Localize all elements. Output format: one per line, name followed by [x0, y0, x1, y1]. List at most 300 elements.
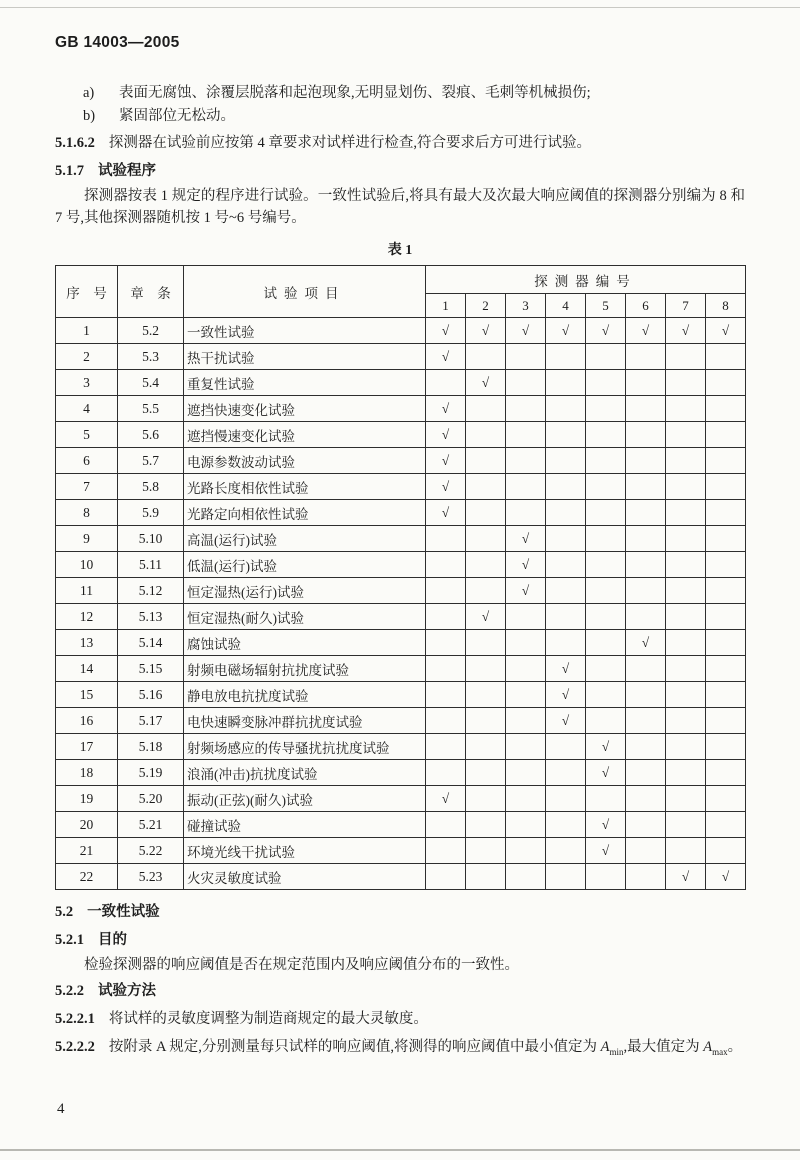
clause-5-2-2-2: [55, 1035, 745, 1065]
empty-check-cell: [426, 682, 466, 708]
empty-check-cell: [626, 474, 666, 500]
empty-check-cell: [706, 578, 746, 604]
table-row: [56, 500, 746, 526]
cell-clause: 5.12: [118, 578, 184, 604]
empty-check-cell: [586, 370, 626, 396]
empty-check-cell: [706, 838, 746, 864]
empty-check-cell: [706, 630, 746, 656]
empty-check-cell: [546, 422, 586, 448]
test-program-table: [55, 265, 746, 890]
cell-seq: 17: [56, 734, 118, 760]
empty-check-cell: [706, 760, 746, 786]
empty-check-cell: [586, 578, 626, 604]
empty-check-cell: [546, 786, 586, 812]
col-header-item: 试验项目: [184, 266, 426, 318]
cell-seq: 3: [56, 370, 118, 396]
cell-clause: 5.9: [118, 500, 184, 526]
check-mark: √: [426, 786, 466, 812]
cell-clause: 5.5: [118, 396, 184, 422]
empty-check-cell: [506, 422, 546, 448]
subscript-max: max: [712, 1046, 728, 1057]
empty-check-cell: [426, 708, 466, 734]
empty-check-cell: [466, 760, 506, 786]
page-number: 4: [57, 1101, 65, 1117]
empty-check-cell: [666, 604, 706, 630]
check-mark: √: [506, 526, 546, 552]
empty-check-cell: [426, 812, 466, 838]
col-header-clause: 章 条: [118, 266, 184, 318]
cell-seq: 18: [56, 760, 118, 786]
empty-check-cell: [666, 760, 706, 786]
check-mark: √: [546, 656, 586, 682]
empty-check-cell: [546, 604, 586, 630]
empty-check-cell: [626, 734, 666, 760]
empty-check-cell: [626, 370, 666, 396]
empty-check-cell: [586, 786, 626, 812]
check-mark: √: [426, 500, 466, 526]
table-row: [56, 630, 746, 656]
table-caption: 表 1: [387, 243, 413, 258]
empty-check-cell: [666, 526, 706, 552]
empty-check-cell: [506, 682, 546, 708]
empty-check-cell: [586, 864, 626, 890]
table-row: [56, 786, 746, 812]
empty-check-cell: [506, 474, 546, 500]
empty-check-cell: [426, 552, 466, 578]
clause-number: 5.2: [55, 904, 74, 920]
empty-check-cell: [706, 526, 746, 552]
cell-seq: 2: [56, 344, 118, 370]
check-mark: √: [506, 578, 546, 604]
empty-check-cell: [666, 448, 706, 474]
empty-check-cell: [666, 370, 706, 396]
empty-check-cell: [706, 422, 746, 448]
cell-clause: 5.10: [118, 526, 184, 552]
empty-check-cell: [626, 552, 666, 578]
test-table-body: [56, 318, 746, 890]
empty-check-cell: [466, 396, 506, 422]
heading-title: 试验方法: [98, 983, 156, 999]
empty-check-cell: [506, 604, 546, 630]
cell-clause: 5.21: [118, 812, 184, 838]
empty-check-cell: [586, 526, 626, 552]
empty-check-cell: [666, 474, 706, 500]
empty-check-cell: [586, 682, 626, 708]
heading-title: 一致性试验: [87, 904, 160, 920]
empty-check-cell: [706, 474, 746, 500]
empty-check-cell: [426, 864, 466, 890]
empty-check-cell: [626, 422, 666, 448]
cell-seq: 5: [56, 422, 118, 448]
cell-test-item: 热干扰试验: [184, 344, 426, 370]
empty-check-cell: [666, 500, 706, 526]
table-row: [56, 734, 746, 760]
empty-check-cell: [586, 500, 626, 526]
empty-check-cell: [666, 552, 706, 578]
cell-clause: 5.13: [118, 604, 184, 630]
table-row: [56, 370, 746, 396]
check-mark: √: [586, 760, 626, 786]
clause-text: 探测器在试验前应按第 4 章要求对试样进行检查,符合要求后方可进行试验。: [108, 135, 591, 151]
empty-check-cell: [706, 812, 746, 838]
empty-check-cell: [626, 864, 666, 890]
cell-seq: 12: [56, 604, 118, 630]
empty-check-cell: [466, 812, 506, 838]
empty-check-cell: [586, 396, 626, 422]
cell-clause: 5.4: [118, 370, 184, 396]
empty-check-cell: [466, 552, 506, 578]
list-item-b: [55, 105, 745, 128]
empty-check-cell: [426, 630, 466, 656]
table-row: [56, 396, 746, 422]
clause-text: 将试样的灵敏度调整为制造商规定的最大灵敏度。: [108, 1011, 428, 1027]
empty-check-cell: [586, 552, 626, 578]
empty-check-cell: [546, 734, 586, 760]
empty-check-cell: [506, 656, 546, 682]
list-item-b-label: b): [83, 108, 96, 124]
empty-check-cell: [626, 604, 666, 630]
clause-number: 5.2.2.2: [55, 1039, 95, 1055]
empty-check-cell: [546, 474, 586, 500]
table-row: [56, 604, 746, 630]
detector-number-3: 3: [506, 294, 546, 318]
detector-number-2: 2: [466, 294, 506, 318]
table-row: [56, 864, 746, 890]
empty-check-cell: [706, 370, 746, 396]
empty-check-cell: [666, 344, 706, 370]
empty-check-cell: [506, 864, 546, 890]
empty-check-cell: [666, 786, 706, 812]
clause-text: 。: [727, 1039, 743, 1055]
empty-check-cell: [666, 812, 706, 838]
cell-clause: 5.22: [118, 838, 184, 864]
empty-check-cell: [466, 500, 506, 526]
heading-title: 目的: [98, 932, 127, 948]
clause-number: 5.2.1: [55, 932, 84, 948]
empty-check-cell: [626, 786, 666, 812]
empty-check-cell: [466, 630, 506, 656]
empty-check-cell: [506, 370, 546, 396]
cell-test-item: 静电放电抗扰度试验: [184, 682, 426, 708]
subscript-min: min: [609, 1046, 624, 1057]
cell-seq: 6: [56, 448, 118, 474]
cell-test-item: 低温(运行)试验: [184, 552, 426, 578]
empty-check-cell: [626, 500, 666, 526]
cell-clause: 5.18: [118, 734, 184, 760]
cell-seq: 15: [56, 682, 118, 708]
table-row: [56, 812, 746, 838]
empty-check-cell: [666, 422, 706, 448]
check-mark: √: [626, 630, 666, 656]
empty-check-cell: [626, 448, 666, 474]
empty-check-cell: [586, 422, 626, 448]
cell-seq: 21: [56, 838, 118, 864]
cell-test-item: 电快速瞬变脉冲群抗扰度试验: [184, 708, 426, 734]
cell-seq: 13: [56, 630, 118, 656]
empty-check-cell: [626, 526, 666, 552]
empty-check-cell: [706, 656, 746, 682]
table-row: [56, 838, 746, 864]
empty-check-cell: [706, 734, 746, 760]
cell-clause: 5.15: [118, 656, 184, 682]
empty-check-cell: [706, 708, 746, 734]
empty-check-cell: [546, 812, 586, 838]
table-row: [56, 552, 746, 578]
check-mark: √: [546, 318, 586, 344]
check-mark: √: [586, 734, 626, 760]
heading-5-2-2: [55, 979, 745, 1004]
empty-check-cell: [506, 396, 546, 422]
empty-check-cell: [546, 630, 586, 656]
cell-test-item: 高温(运行)试验: [184, 526, 426, 552]
empty-check-cell: [466, 734, 506, 760]
cell-test-item: 光路定向相依性试验: [184, 500, 426, 526]
cell-test-item: 重复性试验: [184, 370, 426, 396]
empty-check-cell: [586, 630, 626, 656]
empty-check-cell: [466, 474, 506, 500]
check-mark: √: [626, 318, 666, 344]
cell-seq: 10: [56, 552, 118, 578]
empty-check-cell: [506, 760, 546, 786]
paragraph-5-1-7: 探测器按表 1 规定的程序进行试验。一致性试验后,将具有最大及次最大响应阈值的探测器分别编为 8 和 7 号,其他探测器随机按 1 号~6 号编号。: [55, 188, 745, 226]
empty-check-cell: [586, 708, 626, 734]
empty-check-cell: [626, 760, 666, 786]
check-mark: √: [706, 864, 746, 890]
detector-number-4: 4: [546, 294, 586, 318]
empty-check-cell: [546, 370, 586, 396]
cell-clause: 5.3: [118, 344, 184, 370]
empty-check-cell: [626, 396, 666, 422]
cell-test-item: 光路长度相依性试验: [184, 474, 426, 500]
table-row: [56, 448, 746, 474]
check-mark: √: [426, 474, 466, 500]
cell-test-item: 电源参数波动试验: [184, 448, 426, 474]
empty-check-cell: [506, 500, 546, 526]
cell-clause: 5.2: [118, 318, 184, 344]
scan-artifact-top-line: [0, 7, 800, 8]
clause-number: 5.2.2: [55, 983, 84, 999]
empty-check-cell: [626, 682, 666, 708]
empty-check-cell: [586, 448, 626, 474]
cell-seq: 1: [56, 318, 118, 344]
check-mark: √: [466, 604, 506, 630]
cell-clause: 5.6: [118, 422, 184, 448]
cell-seq: 7: [56, 474, 118, 500]
check-mark: √: [666, 864, 706, 890]
check-mark: √: [586, 838, 626, 864]
empty-check-cell: [546, 396, 586, 422]
variable-a-max: A: [703, 1039, 713, 1055]
empty-check-cell: [426, 578, 466, 604]
check-mark: √: [586, 812, 626, 838]
clause-5-1-6-2: [55, 131, 745, 156]
empty-check-cell: [706, 682, 746, 708]
check-mark: √: [426, 344, 466, 370]
table-row: [56, 318, 746, 344]
empty-check-cell: [666, 838, 706, 864]
cell-clause: 5.20: [118, 786, 184, 812]
empty-check-cell: [706, 344, 746, 370]
empty-check-cell: [426, 526, 466, 552]
empty-check-cell: [466, 682, 506, 708]
empty-check-cell: [466, 656, 506, 682]
empty-check-cell: [706, 552, 746, 578]
clause-number: 5.1.6.2: [55, 135, 95, 151]
cell-test-item: 遮挡快速变化试验: [184, 396, 426, 422]
empty-check-cell: [506, 786, 546, 812]
cell-test-item: 遮挡慢速变化试验: [184, 422, 426, 448]
empty-check-cell: [666, 682, 706, 708]
empty-check-cell: [546, 552, 586, 578]
empty-check-cell: [466, 526, 506, 552]
empty-check-cell: [626, 578, 666, 604]
list-item-a-text: 表面无腐蚀、涂覆层脱落和起泡现象,无明显划伤、裂痕、毛刺等机械损伤;: [119, 85, 591, 101]
table-row: [56, 526, 746, 552]
empty-check-cell: [546, 344, 586, 370]
empty-check-cell: [426, 656, 466, 682]
cell-seq: 22: [56, 864, 118, 890]
list-item-b-text: 紧固部位无松动。: [119, 108, 235, 124]
empty-check-cell: [706, 604, 746, 630]
check-mark: √: [546, 708, 586, 734]
cell-clause: 5.19: [118, 760, 184, 786]
empty-check-cell: [546, 448, 586, 474]
empty-check-cell: [626, 656, 666, 682]
cell-seq: 11: [56, 578, 118, 604]
check-mark: √: [466, 370, 506, 396]
check-mark: √: [666, 318, 706, 344]
check-mark: √: [506, 318, 546, 344]
empty-check-cell: [626, 344, 666, 370]
cell-test-item: 浪涌(冲击)抗扰度试验: [184, 760, 426, 786]
empty-check-cell: [426, 604, 466, 630]
detector-number-8: 8: [706, 294, 746, 318]
check-mark: √: [586, 318, 626, 344]
check-mark: √: [426, 396, 466, 422]
heading-5-2: [55, 900, 745, 925]
empty-check-cell: [666, 734, 706, 760]
empty-check-cell: [546, 578, 586, 604]
empty-check-cell: [586, 344, 626, 370]
empty-check-cell: [666, 630, 706, 656]
scan-artifact-bottom-line: [0, 1149, 800, 1151]
empty-check-cell: [506, 708, 546, 734]
clause-text: ,最大值定为: [623, 1039, 704, 1055]
check-mark: √: [706, 318, 746, 344]
clause-text: 按附录 A 规定,分别测量每只试样的响应阈值,将测得的响应阈值中最小值定为: [108, 1039, 601, 1055]
detector-number-5: 5: [586, 294, 626, 318]
empty-check-cell: [586, 474, 626, 500]
empty-check-cell: [586, 656, 626, 682]
empty-check-cell: [506, 630, 546, 656]
cell-clause: 5.14: [118, 630, 184, 656]
cell-seq: 16: [56, 708, 118, 734]
empty-check-cell: [666, 708, 706, 734]
empty-check-cell: [506, 344, 546, 370]
detector-number-7: 7: [666, 294, 706, 318]
cell-seq: 4: [56, 396, 118, 422]
empty-check-cell: [546, 838, 586, 864]
heading-5-1-7: [55, 159, 745, 184]
empty-check-cell: [546, 526, 586, 552]
empty-check-cell: [426, 838, 466, 864]
empty-check-cell: [546, 500, 586, 526]
empty-check-cell: [546, 760, 586, 786]
empty-check-cell: [466, 708, 506, 734]
standard-number-header: GB 14003—2005: [55, 34, 180, 51]
empty-check-cell: [426, 370, 466, 396]
table-row: [56, 656, 746, 682]
cell-test-item: 射频电磁场辐射抗扰度试验: [184, 656, 426, 682]
empty-check-cell: [706, 500, 746, 526]
clause-5-2-2-1: [55, 1007, 745, 1032]
empty-check-cell: [466, 838, 506, 864]
empty-check-cell: [506, 734, 546, 760]
empty-check-cell: [546, 864, 586, 890]
cell-clause: 5.11: [118, 552, 184, 578]
check-mark: √: [426, 448, 466, 474]
table-row: [56, 760, 746, 786]
empty-check-cell: [586, 604, 626, 630]
empty-check-cell: [706, 396, 746, 422]
cell-seq: 9: [56, 526, 118, 552]
cell-seq: 14: [56, 656, 118, 682]
empty-check-cell: [506, 448, 546, 474]
empty-check-cell: [706, 786, 746, 812]
cell-clause: 5.7: [118, 448, 184, 474]
empty-check-cell: [466, 578, 506, 604]
cell-seq: 8: [56, 500, 118, 526]
table-row: [56, 422, 746, 448]
paragraph-5-2-1: 检验探测器的响应阈值是否在规定范围内及响应阈值分布的一致性。: [84, 957, 519, 973]
check-mark: √: [426, 422, 466, 448]
check-mark: √: [546, 682, 586, 708]
cell-test-item: 一致性试验: [184, 318, 426, 344]
empty-check-cell: [626, 708, 666, 734]
cell-clause: 5.8: [118, 474, 184, 500]
cell-test-item: 恒定湿热(耐久)试验: [184, 604, 426, 630]
col-header-seq: 序 号: [56, 266, 118, 318]
check-mark: √: [506, 552, 546, 578]
table-row: [56, 682, 746, 708]
variable-a-min: A: [600, 1039, 610, 1055]
empty-check-cell: [706, 448, 746, 474]
empty-check-cell: [466, 422, 506, 448]
empty-check-cell: [466, 786, 506, 812]
cell-test-item: 碰撞试验: [184, 812, 426, 838]
detector-number-6: 6: [626, 294, 666, 318]
list-item-a: [55, 82, 745, 105]
empty-check-cell: [666, 396, 706, 422]
heading-5-2-1: [55, 928, 745, 953]
cell-clause: 5.16: [118, 682, 184, 708]
cell-test-item: 射频场感应的传导骚扰抗扰度试验: [184, 734, 426, 760]
empty-check-cell: [666, 578, 706, 604]
check-mark: √: [426, 318, 466, 344]
table-row: [56, 708, 746, 734]
cell-test-item: 腐蚀试验: [184, 630, 426, 656]
check-mark: √: [466, 318, 506, 344]
cell-seq: 20: [56, 812, 118, 838]
cell-seq: 19: [56, 786, 118, 812]
table-row: [56, 474, 746, 500]
cell-clause: 5.23: [118, 864, 184, 890]
empty-check-cell: [666, 656, 706, 682]
heading-title: 试验程序: [98, 163, 156, 179]
detector-number-1: 1: [426, 294, 466, 318]
cell-test-item: 振动(正弦)(耐久)试验: [184, 786, 426, 812]
empty-check-cell: [626, 838, 666, 864]
